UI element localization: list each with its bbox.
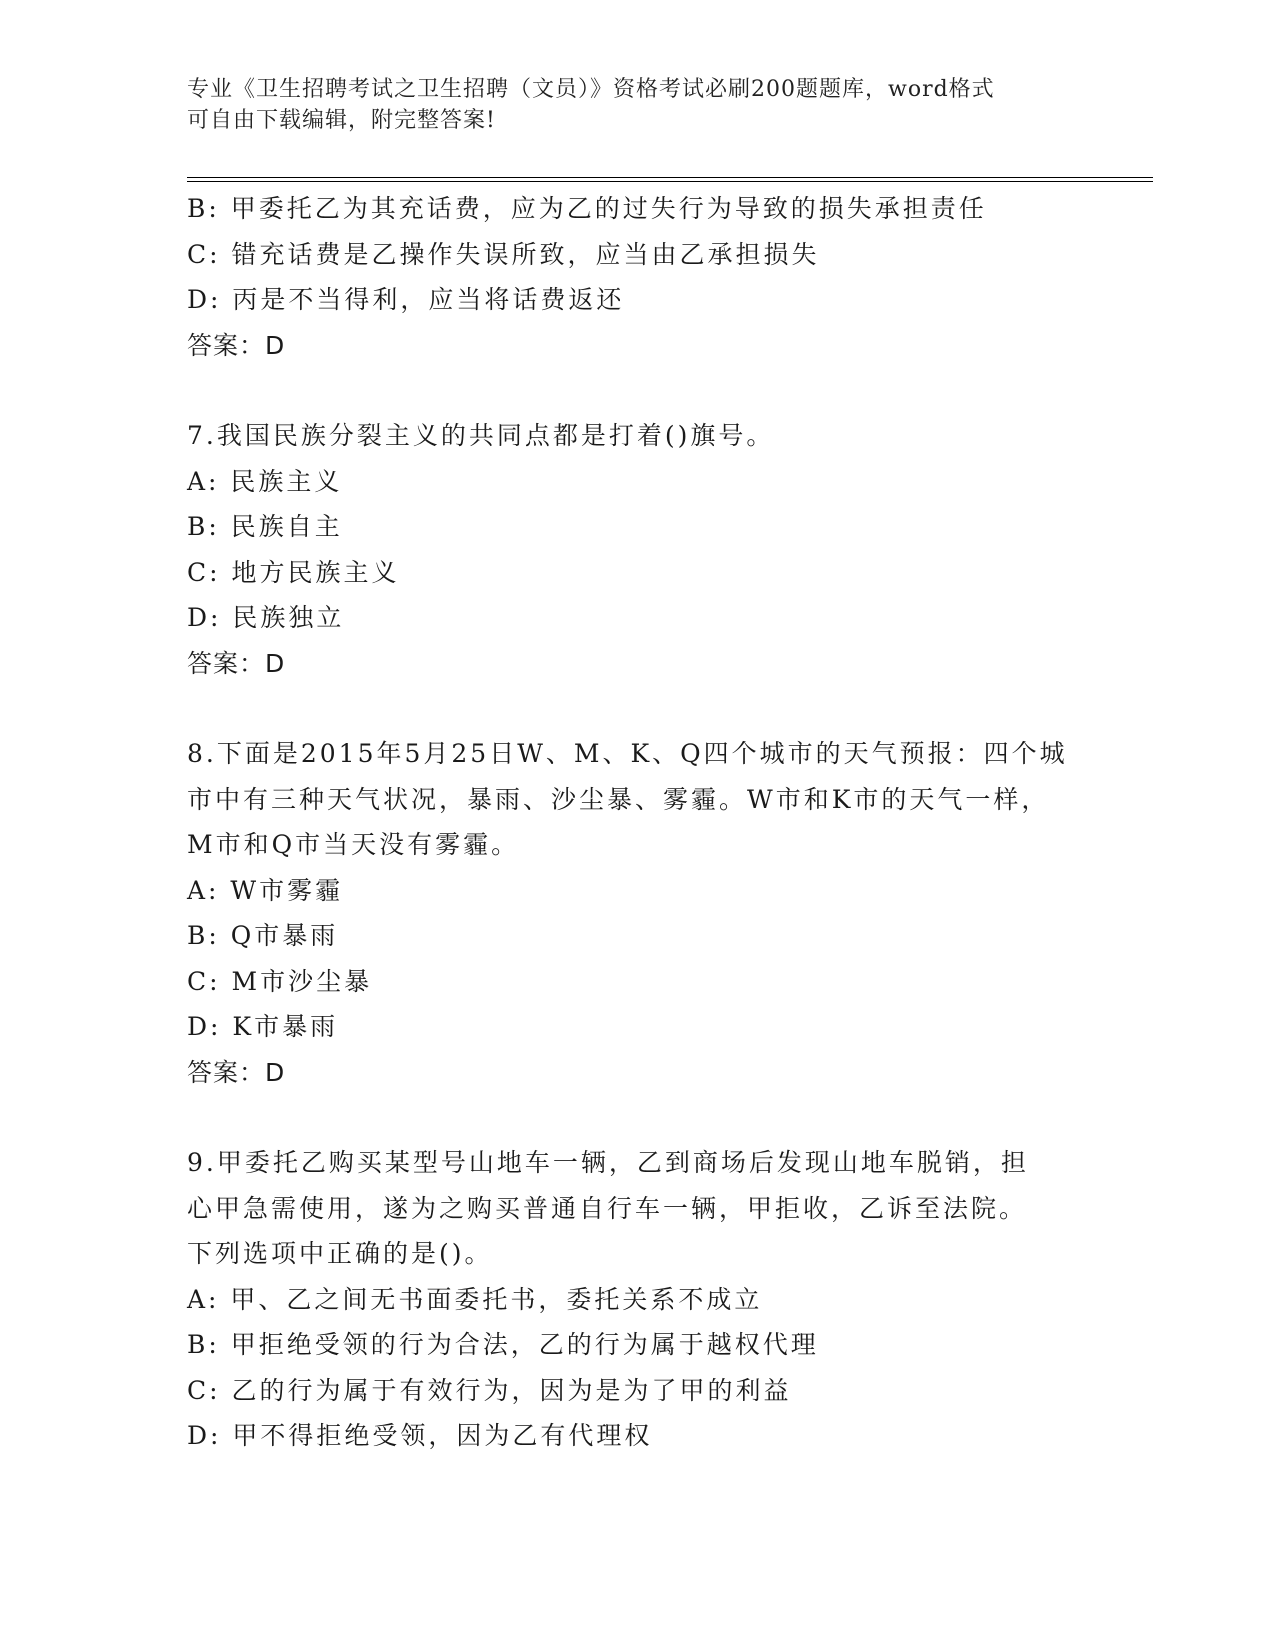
header-title-line-1: 专业《卫生招聘考试之卫生招聘（文员）》资格考试必刷200题题库，word格式 (187, 77, 995, 102)
header-title-line-2: 可自由下载编辑，附完整答案! (187, 108, 496, 133)
question-stem-line: 9.甲委托乙购买某型号山地车一辆，乙到商场后发现山地车脱销，担 (187, 1148, 1029, 1177)
option-a: A: 甲、乙之间无书面委托书，委托关系不成立 (187, 1284, 763, 1314)
option-a: A: W市雾霾 (187, 875, 344, 905)
answer: 答案：D (187, 1057, 286, 1087)
option-c: C: 错充话费是乙操作失误所致，应当由乙承担损失 (187, 239, 820, 269)
question-stem-line: 下列选项中正确的是()。 (187, 1239, 493, 1268)
question-stem-line: 8.下面是2015年5月25日W、M、K、Q四个城市的天气预报：四个城 (187, 739, 1068, 768)
page-header (187, 74, 1067, 136)
answer: 答案：D (187, 648, 286, 678)
question-stem-line: M市和Q市当天没有雾霾。 (187, 830, 520, 859)
question-list (187, 186, 1087, 1459)
question-stem-line: 市中有三种天气状况，暴雨、沙尘暴、雾霾。W市和K市的天气一样， (187, 784, 1050, 814)
option-a: A: 民族主义 (187, 466, 343, 496)
question-stem-line: 心甲急需使用，遂为之购买普通自行车一辆，甲拒收，乙诉至法院。 (187, 1193, 1028, 1223)
option-c: C: 地方民族主义 (187, 557, 400, 587)
option-c: C: 乙的行为属于有效行为，因为是为了甲的利益 (187, 1375, 792, 1405)
question-7 (187, 413, 1087, 686)
option-d: D: 甲不得拒绝受领，因为乙有代理权 (187, 1421, 653, 1450)
question-9 (187, 1140, 1087, 1459)
option-d: D: 民族独立 (187, 603, 345, 632)
question-6-tail (187, 186, 1087, 368)
option-b: B: 民族自主 (187, 512, 343, 541)
header-divider (187, 177, 1153, 182)
option-b: B: 甲拒绝受领的行为合法，乙的行为属于越权代理 (187, 1330, 819, 1359)
option-d: D: K市暴雨 (187, 1012, 339, 1041)
answer: 答案：D (187, 330, 286, 360)
option-c: C: M市沙尘暴 (187, 966, 373, 996)
option-d: D: 丙是不当得利，应当将话费返还 (187, 285, 625, 314)
option-b: B: 甲委托乙为其充话费，应为乙的过失行为导致的损失承担责任 (187, 194, 987, 223)
question-8 (187, 731, 1087, 1095)
question-stem: 7.我国民族分裂主义的共同点都是打着()旗号。 (187, 421, 775, 450)
option-b: B: Q市暴雨 (187, 921, 339, 950)
